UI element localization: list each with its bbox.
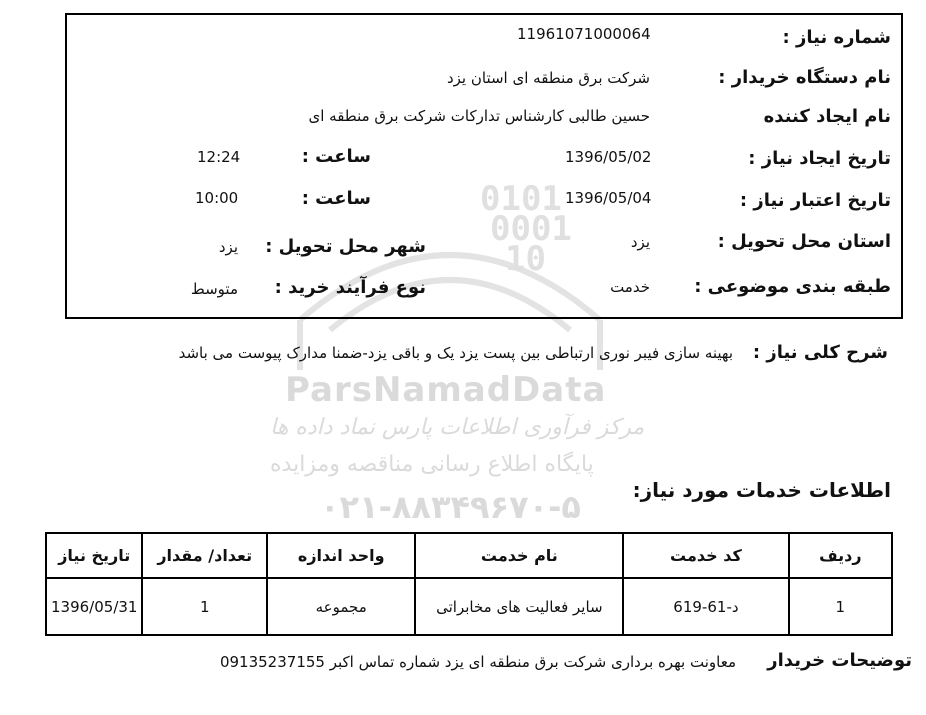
col-unit: واحد اندازه — [267, 533, 416, 578]
delivery-city-value: یزد — [218, 238, 238, 256]
category-label: طبقه بندی موضوعی : — [694, 276, 891, 297]
buyer-notes-value: معاونت بهره برداری شرکت برق منطقه ای یزد شماره تماس اکبر 09135237155 — [219, 653, 736, 671]
col-need-date: تاریخ نیاز — [46, 533, 142, 578]
need-number-label: شماره نیاز : — [782, 27, 891, 48]
watermark-brand: ParsNamadData — [285, 370, 607, 410]
valid-time-value: 10:00 — [195, 189, 239, 207]
process-type-value: متوسط — [190, 280, 238, 298]
created-date-value: 1396/05/02 — [565, 148, 652, 166]
created-time-label: ساعت : — [301, 146, 371, 167]
cell-service-name: سایر فعالیت های مخابراتی — [415, 578, 623, 635]
services-table — [45, 532, 893, 636]
buyer-notes-label: توضیحات خریدار — [767, 650, 912, 671]
creator-label: نام ایجاد کننده — [763, 106, 891, 127]
svg-text:0101: 0101 — [480, 179, 562, 219]
valid-date-value: 1396/05/04 — [565, 189, 652, 207]
col-service-code: کد خدمت — [623, 533, 788, 578]
col-row-number: ردیف — [789, 533, 892, 578]
delivery-province-label: استان محل تحویل : — [717, 231, 891, 252]
svg-text:0001: 0001 — [490, 209, 572, 249]
watermark-line1: مرکز فرآوری اطلاعات پارس نماد داده ها — [270, 415, 645, 440]
services-heading: اطلاعات خدمات مورد نیاز: — [632, 478, 891, 502]
table-header-row — [46, 533, 892, 578]
cell-unit: مجموعه — [267, 578, 416, 635]
creator-value: حسین طالبی کارشناس تدارکات شرکت برق منطقه ای — [308, 107, 650, 125]
buyer-org-label: نام دستگاه خریدار : — [718, 67, 891, 88]
created-date-label: تاریخ ایجاد نیاز : — [748, 148, 891, 169]
cell-row-number: 1 — [789, 578, 892, 635]
table-row — [46, 578, 892, 635]
valid-date-label: تاریخ اعتبار نیاز : — [739, 190, 891, 211]
buyer-org-value: شرکت برق منطقه ای استان یزد — [446, 69, 650, 87]
watermark-line2: پایگاه اطلاع رسانی مناقصه ومزایده — [270, 452, 594, 477]
cell-quantity: 1 — [142, 578, 266, 635]
category-value: خدمت — [610, 278, 650, 296]
description-label: شرح کلی نیاز : — [752, 342, 888, 363]
delivery-province-value: یزد — [630, 233, 650, 251]
svg-text:10: 10 — [505, 239, 546, 279]
col-quantity: تعداد/ مقدار — [142, 533, 266, 578]
cell-need-date: 1396/05/31 — [46, 578, 142, 635]
valid-time-label: ساعت : — [301, 188, 371, 209]
watermark-phone: ۰۲۱-۸۸۳۴۹۶۷۰-۵ — [320, 488, 581, 526]
description-value: بهینه سازی فیبر نوری ارتباطی بین پست یزد یک و باقی یزد-ضمنا مدارک پیوست می باشد — [178, 344, 733, 362]
created-time-value: 12:24 — [197, 148, 241, 166]
cell-service-code: د-61-619 — [623, 578, 788, 635]
process-type-label: نوع فرآیند خرید : — [274, 277, 426, 298]
need-number-value: 11961071000064 — [517, 25, 651, 43]
col-service-name: نام خدمت — [415, 533, 623, 578]
delivery-city-label: شهر محل تحویل : — [265, 236, 426, 257]
